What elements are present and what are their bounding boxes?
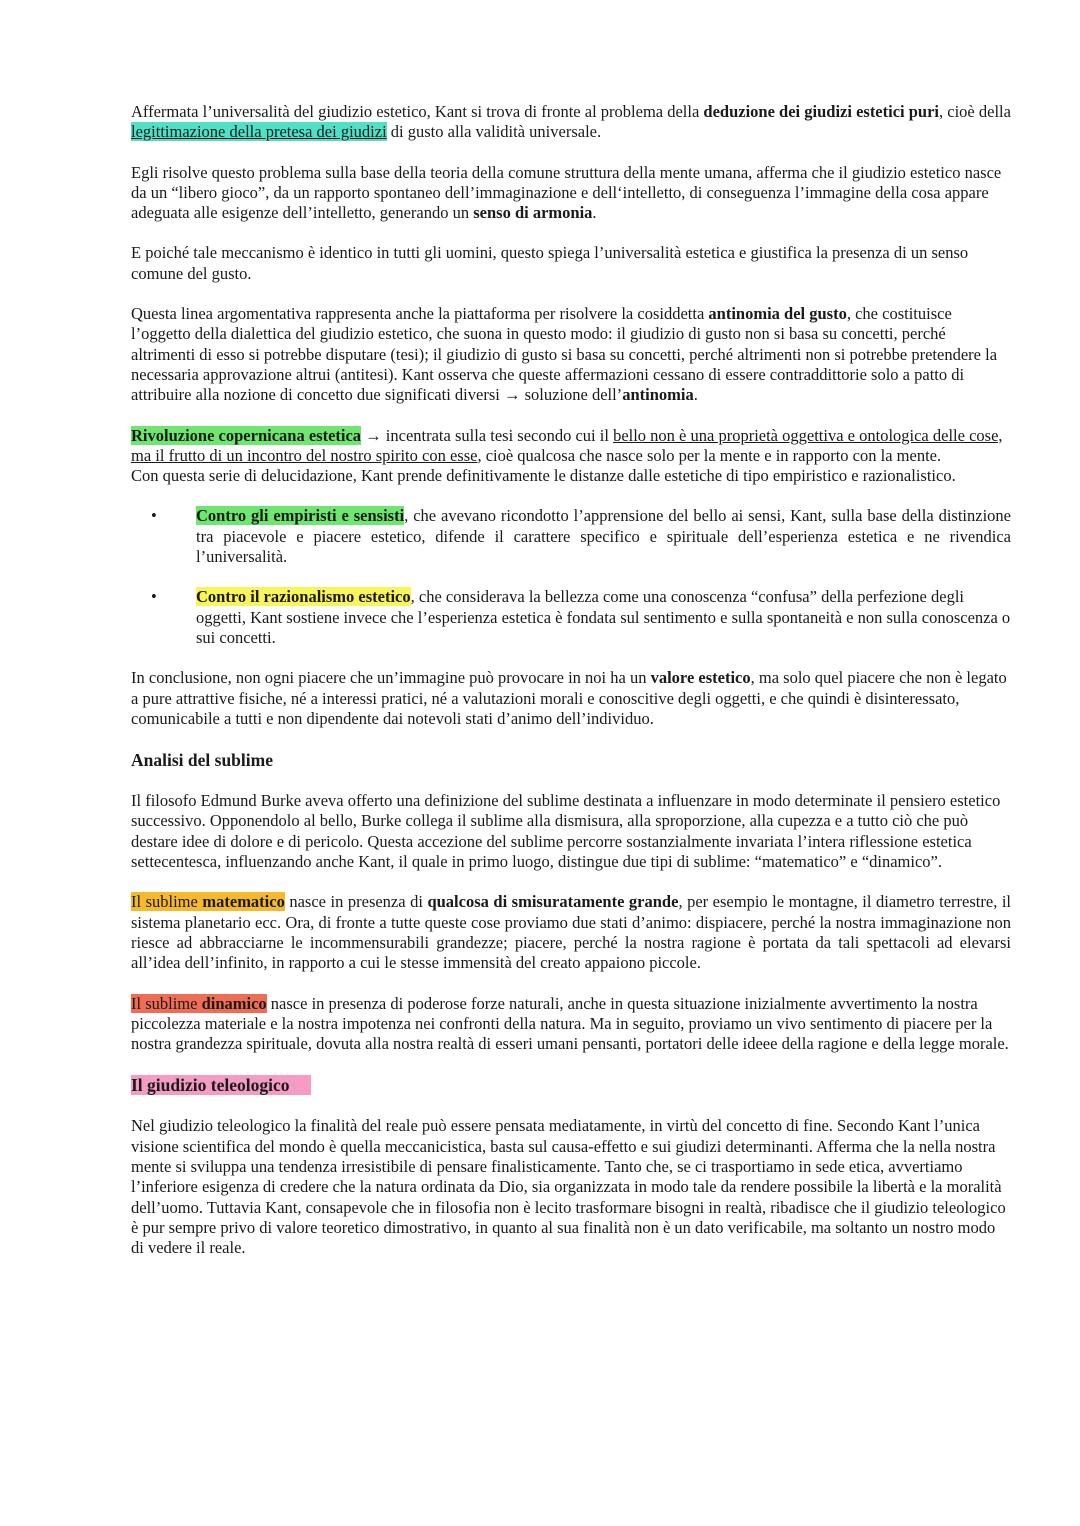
bullet-item-razionalismo: • Contro il razionalismo estetico, che considerava la bellezza come una conoscenza “confusa” della perfezione degli oggetti, Kant sostiene invece che l’esperienza estetica è fondata sul sentimento e sulla spontaneità e non sulla conoscenza o sui concetti. — [151, 587, 1011, 647]
paragraph-delucidazione: Con questa serie di delucidazione, Kant prende definitivamente le distanze dalle estetiche di tipo empiristico e razionalistico. — [131, 466, 956, 486]
highlight-sublime-matematico: Il sublime matematico — [131, 892, 285, 912]
paragraph-deduzione: Affermata l’universalità del giudizio estetico, Kant si trova di fronte al problema della deduzione dei giudizi estetici puri, cioè della legittimazione della pretesa dei giudizi di gusto alla validità universale. — [131, 102, 1011, 142]
bullet-item-empiristi: • Contro gli empiristi e sensisti, che avevano ricondotto l’apprensione del bello ai sensi, Kant, sulla base della distinzione tra piacevole e piacere estetico, difende il carattere specifico e spirituale dell’esperienza estetica e ne rivendica l’universalità. — [151, 506, 1011, 567]
heading-analisi-sublime: Analisi del sublime — [131, 750, 273, 771]
highlight-rivoluzione: Rivoluzione copernicana estetica — [131, 425, 362, 445]
paragraph-burke: Il filosofo Edmund Burke aveva offerto una definizione del sublime destinata a influenzare in modo determinate il pensiero estetico successivo. Opponendolo al bello, Burke collega il sublime alla dismisura, alla sproporzione, alla cupezza e a tutto ciò che può destare idee di dolore e di pericolo. Questa accezione del sublime percorre sostanzialmente invariata l’intera riflessione estetica settecentesca, influenzando anche Kant, il quale in primo luogo, distingue due tipi di sublime: “matematico” e “dinamico”. — [131, 791, 1001, 872]
paragraph-libero-gioco: Egli risolve questo problema sulla base della teoria della comune struttura della mente umana, afferma che il giudizio estetico nasce da un “libero gioco”, da un rapporto spontaneo dell’immaginazione e dell‘intelletto, di conseguenza l’immagine della cosa appare adeguata alle esigenze dell’intelletto, generando un senso di armonia. — [131, 162, 1002, 223]
paragraph-senso-comune: E poiché tale meccanismo è identico in tutti gli uomini, questo spiega l’universalità estetica e giustifica la presenza di un senso comune del gusto. — [131, 243, 969, 283]
heading-giudizio-teleologico — [131, 1074, 1011, 1096]
paragraph-antinomia: Questa linea argomentativa rappresenta anche la piattaforma per risolvere la cosiddetta antinomia del gusto, che costituisce l’oggetto della dialettica del giudizio estetico, che suona in questo modo: il giudizio di gusto non si basa su concetti, perché altrimenti di esso si potrebbe disputare (tesi); il giudizio di gusto si basa su concetti, perché altrimenti non si potrebbe pretendere la necessaria approvazione altrui (antitesi). Kant osserva che queste affermazioni cessano di essere contraddittorie solo a patto di attribuire alla nozione di concetto due significati diversi → soluzione dell’antinomia. — [131, 304, 998, 405]
highlight-empiristi: Contro gli empiristi e sensisti — [196, 506, 405, 526]
paragraph-teleologico: Nel giudizio teleologico la finalità del reale può essere pensata mediatamente, in virtù del concetto di fine. Secondo Kant l’unica visione scientifica del mondo è quella meccanicistica, basta sul causa-effetto e sui giudizi determinanti. Afferma che la nella nostra mente si sviluppa una tendenza irresistibile di pensare finalisticamente. Tanto che, se ci trasportiamo in sede etica, avvertiamo l’inferiore esigenza di credere che la natura ordinata da Dio, sia organizzata in modo tale da rendere possibile la libertà e la moralità dell’uomo. Tuttavia Kant, consapevole che in filosofia non è lecito trasformare bisogni in realtà, ribadisce che il giudizio teleologico è pur sempre privo di valore teoretico dimostrativo, in quanto al sua finalità non è un dato verificabile, ma soltanto un nostro modo di vedere il reale. — [131, 1116, 1006, 1258]
paragraph-rivoluzione: Rivoluzione copernicana estetica → incentrata sulla tesi secondo cui il bello non è una proprietà oggettiva e ontologica delle cose, ma il frutto di un incontro del nostro spirito con esse, cioè qualcosa che nasce solo per la mente e in rapporto con la mente. — [131, 425, 1003, 465]
highlight-legittimazione: legittimazione della pretesa dei giudizi — [131, 122, 387, 142]
highlight-razionalismo: Contro il razionalismo estetico — [196, 587, 411, 607]
paragraph-conclusione: In conclusione, non ogni piacere che un’immagine può provocare in noi ha un valore estetico, ma solo quel piacere che non è legato a pure attrattive fisiche, né a interessi pratici, né a valutazioni morali e conoscitive degli oggetti, e che quindi è disinteressato, comunicabile a tutti e non dipendente dai notevoli stati d’animo dell’individuo. — [131, 668, 1007, 728]
highlight-teleologico: Il giudizio teleologico — [131, 1075, 311, 1095]
bullet-dot: • — [151, 506, 157, 526]
bullet-dot: • — [151, 587, 157, 607]
document-body — [131, 102, 1011, 1258]
paragraph-sublime-dinamico: Il sublime dinamico nasce in presenza di poderose forze naturali, anche in questa situazione inizialmente avvertimento la nostra piccolezza materiale e la nostra impotenza nei confronti della natura. Ma in seguito, proviamo un vivo sentimento di piacere per la nostra grandezza spirituale, dovuta alla nostra realtà di esseri umani pensanti, portatori delle ideee della ragione e della legge morale. — [131, 993, 1009, 1054]
highlight-sublime-dinamico: Il sublime dinamico — [131, 993, 267, 1013]
paragraph-sublime-matematico: Il sublime matematico nasce in presenza di qualcosa di smisuratamente grande, per esempio le montagne, il diametro terrestre, il sistema planetario ecc. Ora, di fronte a tutte queste cose proviamo due stati d’animo: dispiacere, perché la nostra immaginazione non riesce ad abbracciarne le incommensurabili grandezze; piacere, perché la nostra ragione è portata da tali spettacoli ad elevarsi all’idea dell’infinito, in rapporto a cui le stesse immensità del creato appaiono piccole. — [131, 892, 1012, 973]
